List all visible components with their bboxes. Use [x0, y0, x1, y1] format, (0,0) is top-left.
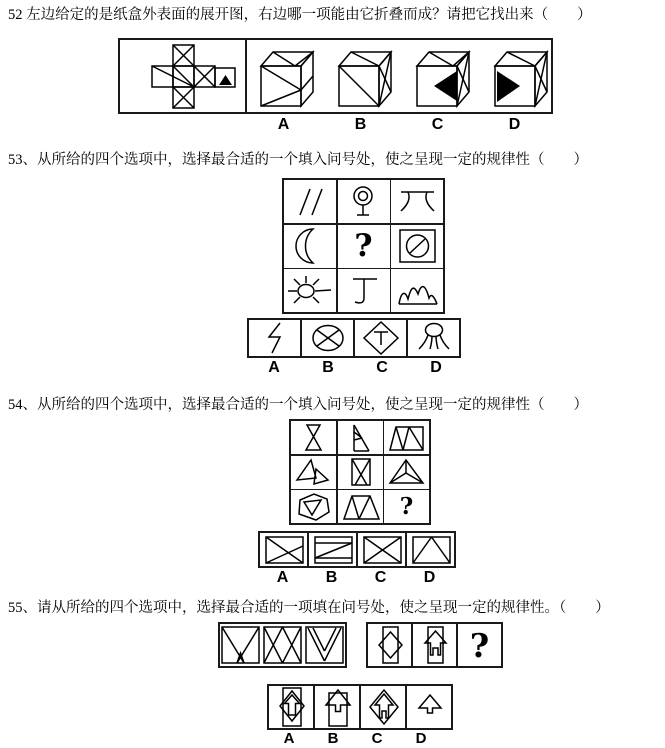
- q53-cell-question-mark: ?: [338, 225, 390, 268]
- q53-cell-double-slash: [284, 180, 336, 223]
- q54-cell-triangle-flag: [291, 456, 336, 489]
- q54-cell-triangle-center-lines: [384, 456, 429, 489]
- q54-cell-triangle-pair: [338, 421, 383, 454]
- q55-square-double-x: [264, 627, 301, 663]
- q55-question-cell: ?: [469, 625, 490, 665]
- q52-label-b: B: [354, 116, 367, 133]
- q52-figure-box: [118, 38, 553, 114]
- q54-option-a-rect-diagonals: [260, 533, 309, 566]
- q53-label-d: D: [430, 359, 442, 376]
- q54-options-strip: [258, 531, 456, 568]
- q55-label-c: C: [371, 730, 383, 747]
- q55-options-strip: [267, 684, 453, 730]
- q54-cell-polygon-triangle: [291, 490, 336, 523]
- q54-option-labels: [258, 570, 454, 586]
- q53-label-b: B: [322, 359, 334, 376]
- q55-option-b-rect-notched-triangle: [315, 686, 361, 728]
- q53-option-c-diamond-tee: [355, 320, 408, 356]
- q54-cell-question-mark: ?: [384, 490, 429, 523]
- q52-cube-option-d: [491, 44, 555, 108]
- q54-label-d: D: [423, 569, 436, 586]
- q53-options-strip: [247, 318, 461, 358]
- q54-option-d-rect-triangle: [407, 533, 454, 566]
- q55-option-labels: [267, 731, 443, 747]
- q52-unfolded-net-figure: [120, 40, 245, 112]
- question-52-text: 52 左边给定的是纸盒外表面的展开图，右边哪一项能由它折叠而成？请把它找出来（ ）: [8, 7, 592, 23]
- q53-cell-mountains: [391, 269, 443, 312]
- q53-cell-crescent-moon: [284, 225, 336, 268]
- q54-matrix: [289, 419, 431, 525]
- q53-option-labels: [247, 360, 463, 376]
- cube-d-black-triangle: [497, 71, 520, 102]
- q53-cell-sun: [284, 269, 336, 312]
- q55-label-b: B: [327, 730, 339, 747]
- q55-square-nested-v: [306, 627, 343, 663]
- q55-square-crossed-w: [222, 627, 259, 663]
- q54-cell-hourglass: [291, 421, 336, 454]
- q55-sequence-group2: [366, 622, 503, 668]
- cube-c-black-triangle: [434, 71, 457, 101]
- question-54-text: 54、从所给的四个选项中，选择最合适的一个填入问号处，使之呈现一定的规律性（ ）: [8, 397, 588, 413]
- q54-cell-rect-triangles: [338, 456, 383, 489]
- q53-option-b-ellipse-cross: [302, 320, 355, 356]
- q55-sequence-group1: [218, 622, 347, 668]
- q54-label-c: C: [374, 569, 387, 586]
- q52-cube-option-a: [257, 44, 321, 108]
- q54-label-a: A: [276, 569, 289, 586]
- q54-label-b: B: [325, 569, 338, 586]
- q55-option-c-diamond-arrow: [361, 686, 407, 728]
- q53-cell-curved-table: [391, 180, 443, 223]
- q53-option-a-lightning: [249, 320, 302, 356]
- q52-label-d: D: [508, 116, 521, 133]
- net-black-triangle: [219, 75, 232, 85]
- q52-label-a: A: [277, 116, 290, 133]
- q53-cell-hooked-tee: [338, 269, 390, 312]
- q54-option-c-rect-x: [358, 533, 407, 566]
- question-55-text: 55、请从所给的四个选项中，选择最合适的一项填在问号处，使之呈现一定的规律性。（ ）: [8, 600, 610, 616]
- q54-cell-trapezoid-v: [338, 490, 383, 523]
- q52-box-divider: [245, 40, 247, 112]
- q52-option-labels: [245, 117, 553, 133]
- q55-label-a: A: [283, 730, 295, 747]
- q53-matrix: [282, 178, 445, 314]
- q55-label-d: D: [415, 730, 427, 747]
- q52-cube-option-b: [335, 44, 399, 108]
- q53-label-a: A: [268, 359, 280, 376]
- q52-label-c: C: [431, 116, 444, 133]
- question-53-text: 53、从所给的四个选项中，选择最合适的一个填入问号处，使之呈现一定的规律性（ ）: [8, 152, 588, 168]
- q55-rect-notched-arrow: [413, 624, 458, 666]
- q55-rect-diamond: [368, 624, 413, 666]
- q53-label-c: C: [376, 359, 388, 376]
- q55-option-a-rect-diamond-arrow: [269, 686, 315, 728]
- q54-option-b-rect-lines: [309, 533, 358, 566]
- q54-cell-trapezoid-triangles: [384, 421, 429, 454]
- q53-option-d-jellyfish: [408, 320, 459, 356]
- q53-cell-circle-slash-box: [391, 225, 443, 268]
- q53-cell-double-circle-stand: [338, 180, 390, 223]
- q52-cube-option-c: [413, 44, 477, 108]
- q55-option-d-notched-triangle: [407, 686, 451, 728]
